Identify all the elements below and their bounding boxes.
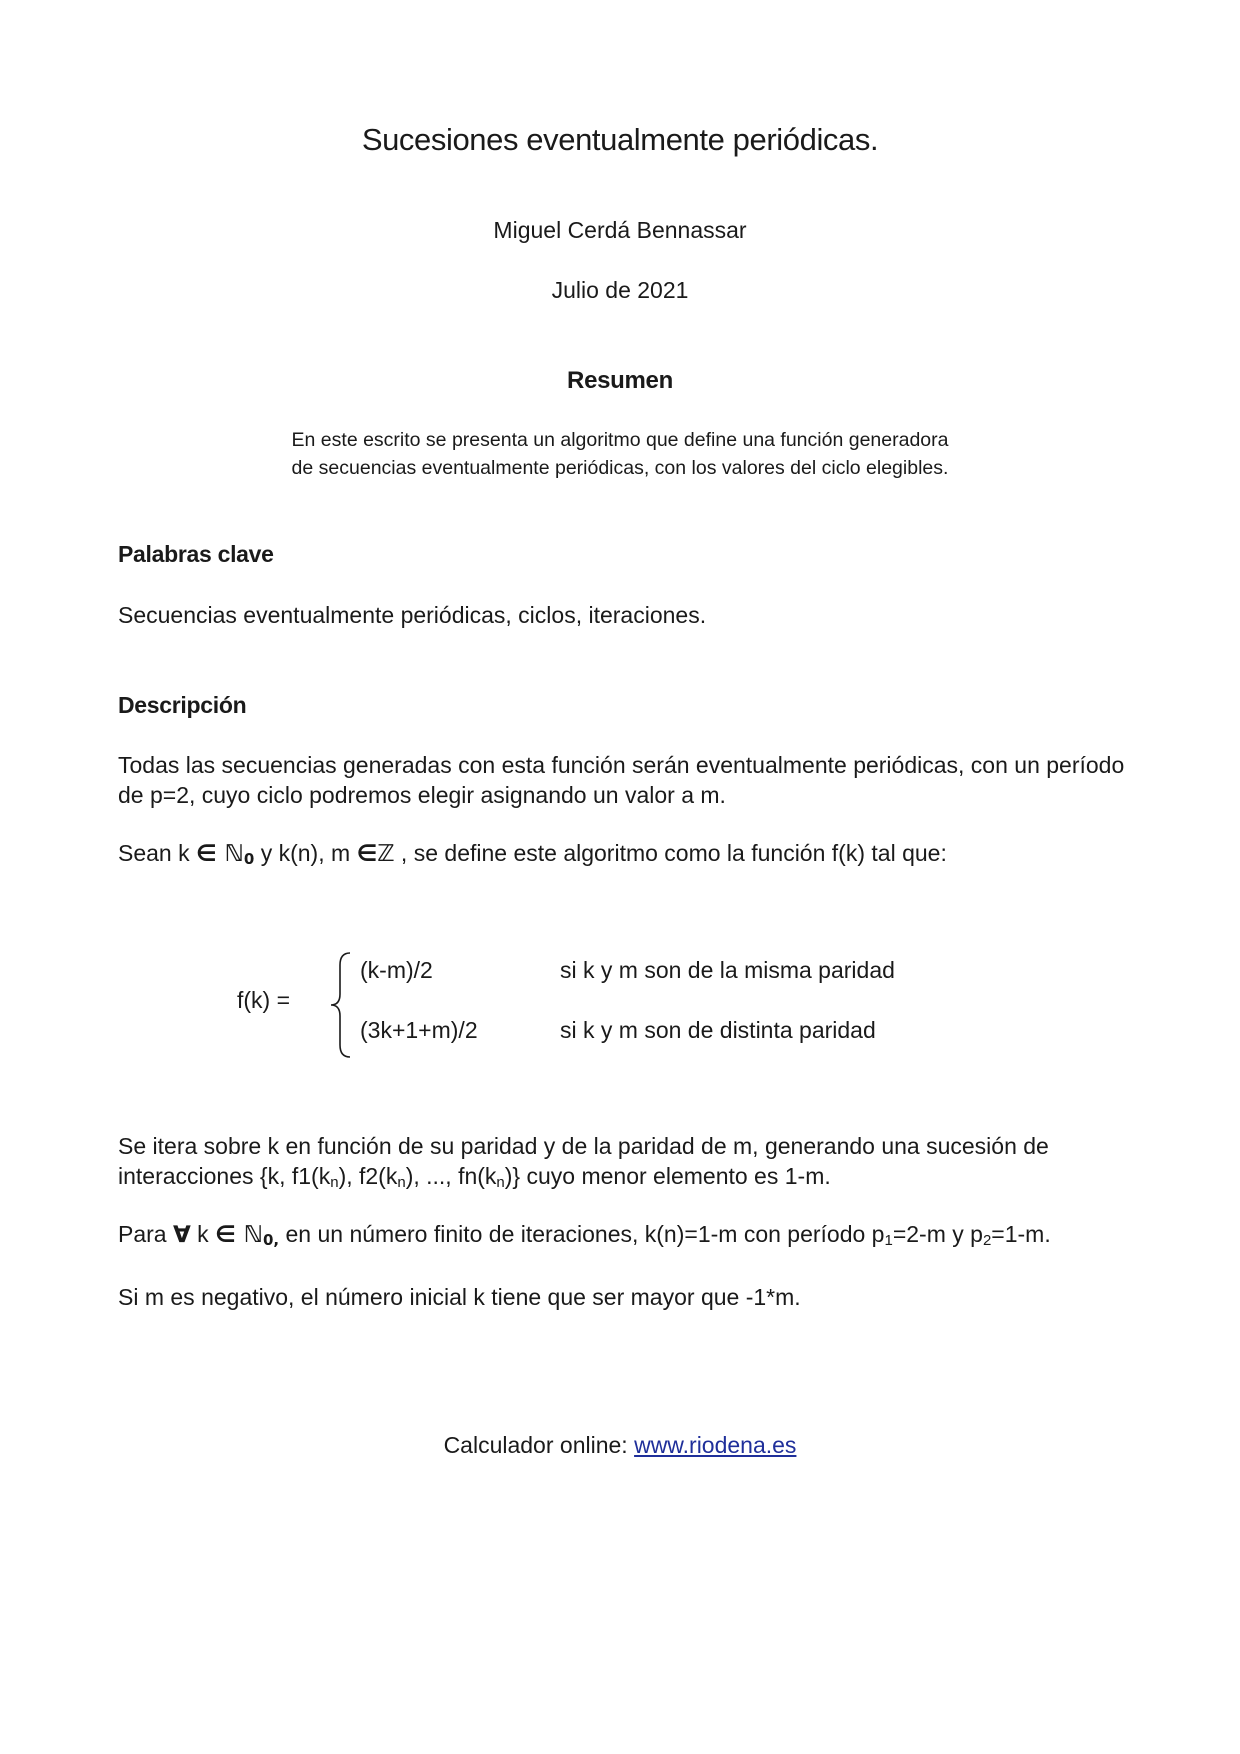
case2-expression: (3k+1+m)/2 bbox=[360, 1017, 478, 1043]
text-fragment: k bbox=[190, 1221, 216, 1247]
author-name: Miguel Cerdá Bennassar bbox=[493, 217, 747, 243]
subscript: 1 bbox=[884, 1232, 893, 1249]
footer-line bbox=[0, 1432, 1240, 1459]
description-paragraph: Todas las secuencias generadas con esta función serán eventualmente periódicas, con un período de p=2, cuyo ciclo podremos elegir asignando un valor a m. bbox=[118, 752, 1125, 808]
text-fragment: Sean k bbox=[118, 840, 196, 866]
case1-condition: si k y m son de la misma paridad bbox=[560, 957, 895, 983]
text-fragment: ), ..., fn(k bbox=[405, 1163, 497, 1189]
natural-numbers-symbol: ℕ bbox=[216, 841, 244, 867]
text-fragment: y k(n), m bbox=[254, 840, 357, 866]
text-fragment: )} cuyo menor elemento es 1-m. bbox=[504, 1163, 831, 1189]
abstract-body bbox=[0, 426, 1240, 482]
left-brace bbox=[328, 950, 356, 1060]
text-fragment: Para bbox=[118, 1221, 173, 1247]
abstract-line: de secuencias eventualmente periódicas, con los valores del ciclo elegibles. bbox=[291, 457, 949, 479]
integers-symbol: ℤ bbox=[377, 841, 395, 867]
natural-numbers-symbol: ℕ bbox=[235, 1222, 263, 1248]
subscript: n bbox=[330, 1174, 339, 1191]
publication-date: Julio de 2021 bbox=[551, 277, 689, 303]
subscript: 0 bbox=[243, 850, 255, 868]
period-paragraph bbox=[118, 1219, 1128, 1256]
abstract-line: En este escrito se presenta un algoritmo que define una función generadora bbox=[291, 429, 949, 451]
case1-expression: (k-m)/2 bbox=[360, 957, 433, 983]
forall-symbol: ∀ bbox=[172, 1222, 191, 1248]
subscript: 0, bbox=[262, 1231, 280, 1249]
element-of-symbol: ∈ bbox=[215, 1222, 236, 1248]
abstract-heading: Resumen bbox=[567, 367, 673, 394]
text-fragment: ), f2(k bbox=[338, 1163, 398, 1189]
text-fragment: en un número finito de iteraciones, k(n)=1-m con período p bbox=[279, 1221, 885, 1247]
subscript: 2 bbox=[982, 1232, 992, 1249]
negative-m-paragraph: Si m es negativo, el número inicial k tiene que ser mayor que -1*m. bbox=[118, 1284, 801, 1310]
website-link[interactable]: www.riodena.es bbox=[634, 1432, 797, 1458]
definition-paragraph bbox=[118, 838, 1128, 874]
subscript: n bbox=[397, 1174, 406, 1191]
case2-condition: si k y m son de distinta paridad bbox=[560, 1017, 876, 1043]
text-fragment: =2-m y p bbox=[892, 1221, 983, 1247]
keywords-heading: Palabras clave bbox=[118, 541, 274, 567]
footer-label: Calculador online: bbox=[443, 1432, 635, 1458]
element-of-symbol: ∈ bbox=[196, 841, 217, 867]
text-fragment: , se define este algoritmo como la función f(k) tal que: bbox=[394, 840, 947, 866]
iteration-paragraph bbox=[118, 1131, 1128, 1198]
description-heading: Descripción bbox=[118, 692, 247, 718]
keywords-text: Secuencias eventualmente periódicas, ciclos, iteraciones. bbox=[118, 602, 707, 628]
paper-title: Sucesiones eventualmente periódicas. bbox=[361, 122, 879, 157]
subscript: n bbox=[496, 1174, 505, 1191]
formula-lhs: f(k) = bbox=[237, 987, 291, 1013]
text-fragment: =1-m. bbox=[991, 1221, 1051, 1247]
text-fragment: Se itera sobre k en función de su paridad y de la paridad de m, generando una sucesión de interacciones {k, f1(k bbox=[118, 1133, 1049, 1189]
element-of-symbol: ∈ bbox=[356, 841, 378, 867]
